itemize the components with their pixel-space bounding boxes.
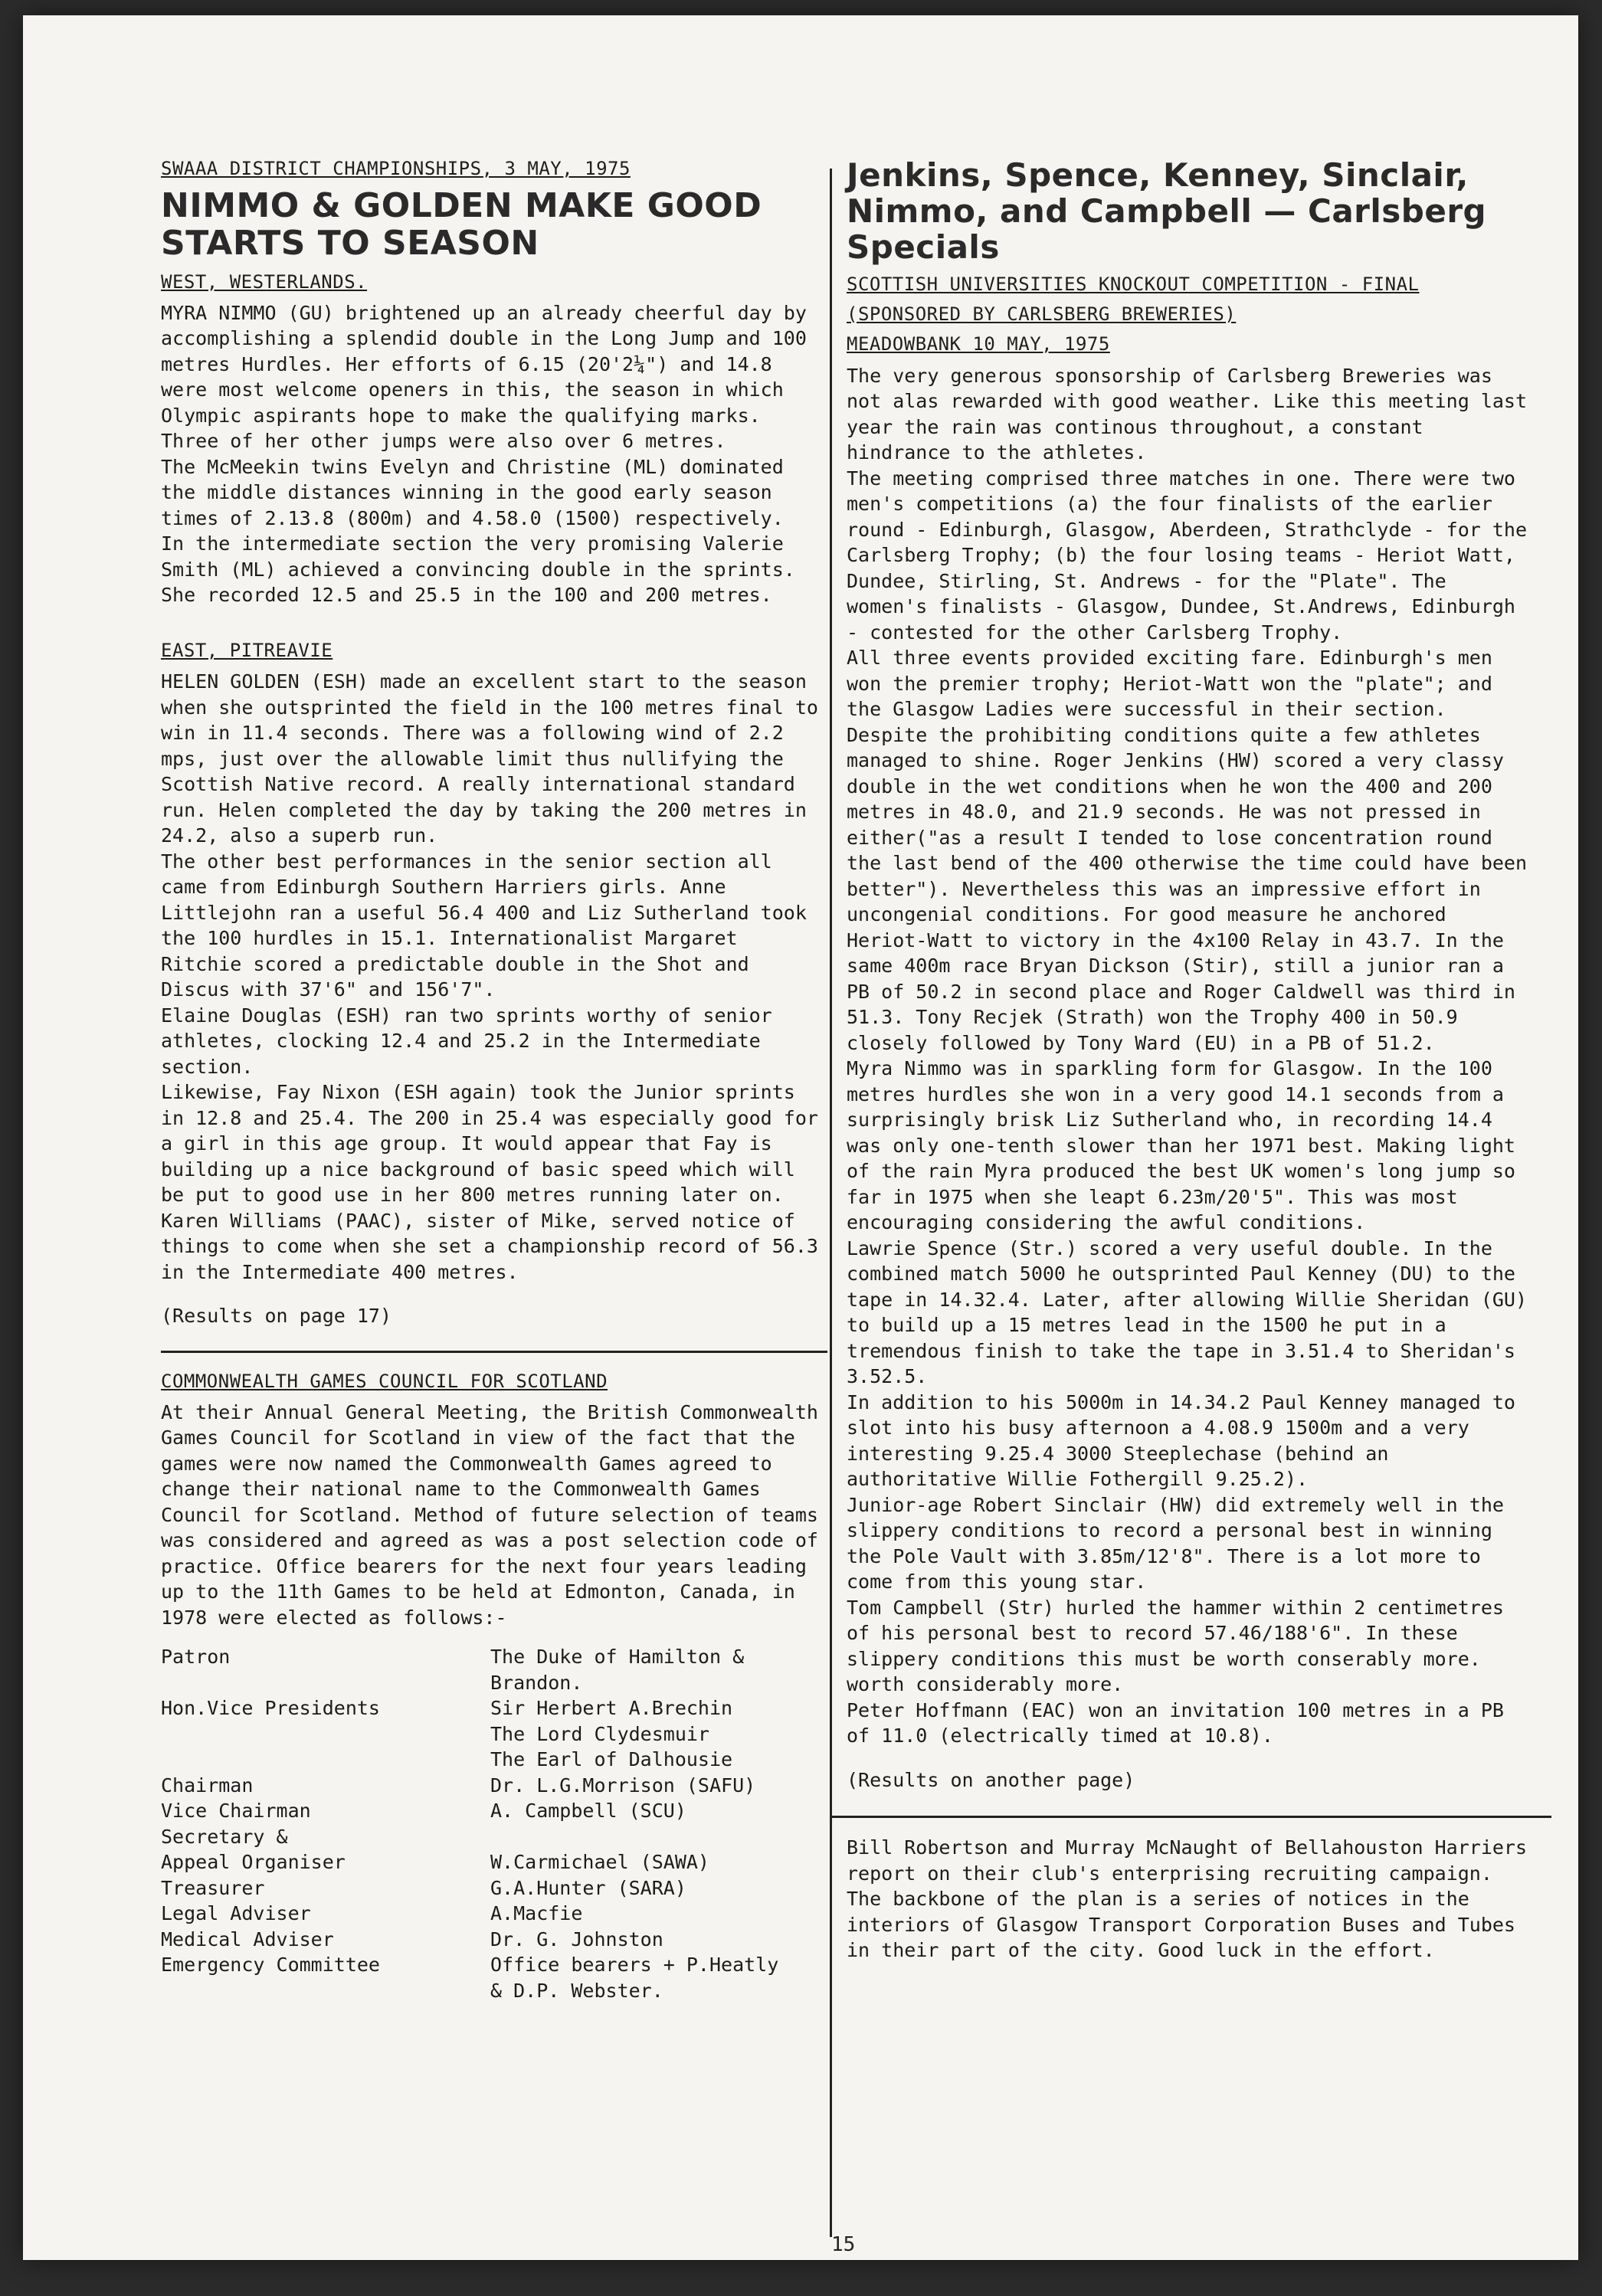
officer-role: Chairman — [161, 1774, 254, 1797]
article-paragraph: Junior-age Robert Sinclair (HW) did extremely well in the slippery conditions to record a personal best in winning the Pole Vault with 3.85m/12'8". There is a lot more to come from this young star. — [847, 1493, 1504, 1593]
east-paragraph: Elaine Douglas (ESH) ran two sprints worthy of senior athletes, clocking 12.4 and 25.2 in the Intermediate section. — [161, 1004, 772, 1078]
officer-role: Treasurer — [161, 1876, 265, 1899]
sponsor-subheading: (SPONSORED BY CARLSBERG BREWERIES) — [847, 303, 1237, 326]
east-paragraph: Karen Williams (PAAC), sister of Mike, served notice of things to come when she set a championship record of 56.3 in the Intermediate 400 metres. — [161, 1209, 818, 1283]
column-divider — [830, 169, 832, 2237]
officer-row — [161, 1695, 827, 1773]
section-rule — [161, 1351, 827, 1353]
bellahouston-paragraph: Bill Robertson and Murray McNaught of Bellahouston Harriers report on their club's enterprising recruiting campaign. The backbone of the plan is a series of notices in the interiors of Glasgow Transport Corporation Buses and Tubes in their part of the city. Good luck in the effort. — [847, 1836, 1528, 1962]
article-paragraph: All three events provided exciting fare. Edinburgh's men won the premier trophy; Heriot-Watt won the "plate"; and the Glasgow Ladies were successful in their section. — [847, 647, 1492, 721]
officer-role: Medical Adviser — [161, 1928, 334, 1950]
page-number: 15 — [831, 2233, 856, 2256]
east-pitreavie-heading: EAST, PITREAVIE — [161, 639, 333, 661]
officer-row — [161, 1798, 827, 1824]
officer-name: Office bearers + P.Heatly & D.P. Webster. — [490, 1954, 779, 2002]
commonwealth-paragraph: At their Annual General Meeting, the British Commonwealth Games Council for Scotland in view of the fact that the games were now named the Commonwealth Games agreed to change their national name to the Commonwealth Games Council for Scotland. Method of future selection of teams was considered and agreed as was a post selection code of practice. Office bearers for the next four years leading up to the 11th Games to be held at Edmonton, Canada, in 1978 were elected as follows:- — [161, 1400, 818, 1629]
officer-row — [161, 1952, 827, 2003]
officer-role: Legal Adviser — [161, 1902, 311, 1925]
results-note: (Results on page 17) — [161, 1305, 392, 1328]
competition-subheading: SCOTTISH UNIVERSITIES KNOCKOUT COMPETITION - FINAL — [847, 273, 1420, 296]
officer-row — [161, 1927, 827, 1953]
left-column — [161, 157, 827, 2003]
nimmo-golden-headline: NIMMO & GOLDEN MAKE GOOD STARTS TO SEASON — [161, 186, 762, 264]
article-paragraph: Peter Hoffmann (EAC) won an invitation 100 metres in a PB of 11.0 (electrically timed at 10.8). — [847, 1698, 1504, 1747]
east-paragraph: HELEN GOLDEN (ESH) made an excellent start to the season when she outsprinted the field in the 100 metres final to win in 11.4 seconds. There was a following wind of 2.2 mps, just over the allowable limit thus nullifying the Scottish Native record. A really international standard run. Helen completed the day by taking the 200 metres in 24.2, also a superb run. — [161, 670, 818, 847]
article-paragraph: Myra Nimmo was in sparkling form for Glasgow. In the 100 metres hurdles she won in a very good 14.1 seconds from a surprisingly brisk Liz Sutherland who, in recording 14.4 was only one-tenth slower than her 1971 best. Making light of the rain Myra produced the best UK women's long jump so far in 1975 when she leapt 6.23m/20'5". This was most encouraging considering the awful conditions. — [847, 1057, 1515, 1234]
officer-role: Secretary & Appeal Organiser — [161, 1825, 346, 1874]
results-note: (Results on another page) — [847, 1768, 1135, 1791]
west-westerlands-heading: WEST, WESTERLANDS. — [161, 270, 368, 293]
west-paragraph: MYRA NIMMO (GU) brightened up an already cheerful day by accomplishing a splendid double in the Long Jump and 100 metres Hurdles. Her efforts of 6.15 (20'2¼") and 14.8 were most welcome openers in this, the season in which Olympic aspirants hope to make the qualifying marks. Three of her other jumps were also over 6 metres. — [161, 301, 807, 453]
section-rule — [831, 1816, 1551, 1818]
officer-name: Sir Herbert A.Brechin The Lord Clydesmuir The Earl of Dalhousie — [490, 1697, 733, 1771]
officer-name: A.Macfie — [490, 1902, 583, 1925]
magazine-page — [23, 15, 1578, 2260]
officer-name: A. Campbell (SCU) — [490, 1800, 686, 1823]
event-kicker: SWAAA DISTRICT CHAMPIONSHIPS, 3 MAY, 1975 — [161, 158, 631, 179]
article-paragraph: Tom Campbell (Str) hurled the hammer within 2 centimetres of his personal best to record 57.46/188'6". In these slippery conditions this must be worth conserably more. worth considerably more. — [847, 1596, 1504, 1696]
article-paragraph: The very generous sponsorship of Carlsberg Breweries was not alas rewarded with good weather. Like this meeting last year the rain was continous throughout, a constant hindrance to the athletes. — [847, 364, 1528, 464]
officer-name: W.Carmichael (SAWA) — [490, 1851, 709, 1874]
west-paragraph: In the intermediate section the very promising Valerie Smith (ML) achieved a convincing double in the sprints. She recorded 12.5 and 25.5 in the 100 and 200 metres. — [161, 532, 795, 607]
article-paragraph: Despite the prohibiting conditions quite a few athletes managed to shine. Roger Jenkins (HW) scored a very classy double in the wet conditions when he won the 400 and 200 metres in 48.0, and 21.9 seconds. He was not pressed in either("as a result I tended to lose concentration round the last bend of the 400 otherwise the time could have been better"). Nevertheless this was an impressive effort in uncongenial conditions. For good measure he anchored Heriot-Watt to victory in the 4x100 Relay in 43.7. In the same 400m race Bryan Dickson (Stir), still a junior ran a PB of 50.2 in second place and Roger Caldwell was third in 51.3. Tony Recjek (Strath) won the Trophy 400 in 50.9 closely followed by Tony Ward (EU) in a PB of 51.2. — [847, 723, 1528, 1054]
officer-row — [161, 1901, 827, 1927]
officer-name: The Duke of Hamilton & Brandon. — [490, 1646, 745, 1694]
west-paragraph: The McMeekin twins Evelyn and Christine (ML) dominated the middle distances winning in the good early season times of 2.13.8 (800m) and 4.58.0 (1500) respectively. — [161, 455, 784, 529]
officer-role: Patron — [161, 1646, 231, 1669]
office-bearers-table — [161, 1644, 827, 2003]
officer-role: Emergency Committee — [161, 1954, 380, 1977]
officer-name: G.A.Hunter (SARA) — [490, 1876, 686, 1899]
officer-row — [161, 1773, 827, 1799]
commonwealth-games-heading: COMMONWEALTH GAMES COUNCIL FOR SCOTLAND — [161, 1370, 608, 1392]
right-column — [847, 157, 1536, 1964]
officer-role: Vice Chairman — [161, 1800, 311, 1823]
article-paragraph: In addition to his 5000m in 14.34.2 Paul Kenney managed to slot into his busy afternoon a 4.08.9 1500m and a very interesting 9.25.4 3000 Steeplechase (behind an authoritative Willie Fothergill 9.25.2). — [847, 1390, 1515, 1491]
article-paragraph: Lawrie Spence (Str.) scored a very useful double. In the combined match 5000 he outsprinted Paul Kenney (DU) to the tape in 14.32.4. Later, after allowing Willie Sheridan (GU) to build up a 15 metres lead in the 1500 he put in a tremendous finish to take the tape in 3.51.4 to Sheridan's 3.52.5. — [847, 1236, 1528, 1388]
venue-date-subheading: MEADOWBANK 10 MAY, 1975 — [847, 333, 1110, 355]
east-paragraph: The other best performances in the senior section all came from Edinburgh Southern Harriers girls. Anne Littlejohn ran a useful 56.4 400 and Liz Sutherland took the 100 hurdles in 15.1. Internationalist Margaret Ritchie scored a predictable double in the Shot and Discus with 37'6" and 156'7". — [161, 850, 807, 1001]
east-paragraph: Likewise, Fay Nixon (ESH again) took the Junior sprints in 12.8 and 25.4. The 200 in 25.4 was especially good for a girl in this age group. It would appear that Fay is building up a nice background of basic speed which will be put to good use in her 800 metres running later on. — [161, 1081, 818, 1207]
officer-row — [161, 1875, 827, 1901]
officer-row — [161, 1644, 827, 1695]
officer-row — [161, 1824, 827, 1875]
officer-name: Dr. G. Johnston — [490, 1928, 663, 1950]
officer-role: Hon.Vice Presidents — [161, 1697, 380, 1720]
article-paragraph: The meeting comprised three matches in one. There were two men's competitions (a) the four finalists of the earlier round - Edinburgh, Glasgow, Aberdeen, Strathclyde - for the Carlsberg Trophy; (b) the four losing teams - Heriot Watt, Dundee, Stirling, St. Andrews - for the "Plate". The women's finalists - Glasgow, Dundee, St.Andrews, Edinburgh - contested for the other Carlsberg Trophy. — [847, 467, 1528, 644]
officer-name: Dr. L.G.Morrison (SAFU) — [490, 1774, 756, 1797]
carlsberg-specials-headline: Jenkins, Spence, Kenney, Sinclair, Nimmo, and Campbell — Carlsberg Specials — [847, 156, 1487, 267]
